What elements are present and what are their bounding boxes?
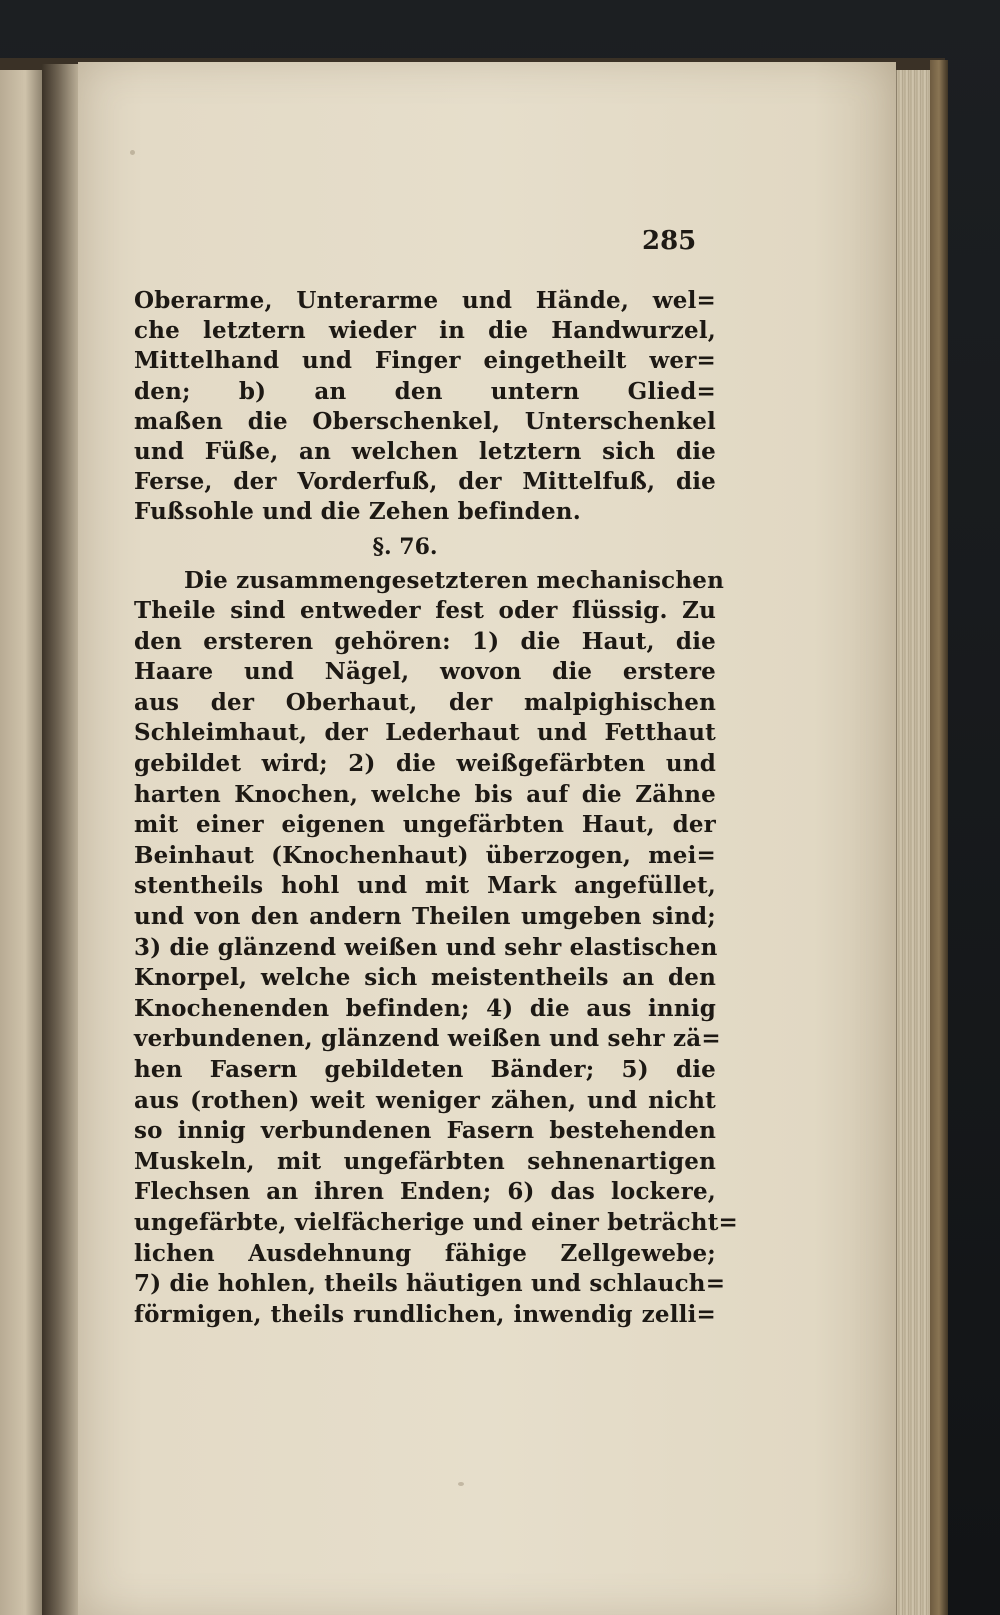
text-line: 3) die glänzend weißen und sehr elastischen [134, 933, 718, 961]
text-line: den; b) an den untern Glied= [134, 377, 716, 405]
text-line: den ersteren gehören: 1) die Haut, die [134, 627, 716, 655]
text-line: und Füße, an welchen letztern sich die [134, 437, 716, 465]
text-line: harten Knochen, welche bis auf die Zähne [134, 780, 716, 808]
text-line: che letztern wieder in die Handwurzel, [134, 317, 716, 345]
page-number: 285 [642, 226, 697, 256]
text-line: ungefärbte, vielfächerige und einer beträcht= [134, 1208, 739, 1236]
text-line: Haare und Nägel, wovon die erstere [134, 658, 716, 686]
text-line: Knochenenden befinden; 4) die aus innig [134, 994, 716, 1022]
text-line: Schleimhaut, der Lederhaut und Fetthaut [134, 719, 716, 747]
book-gutter [42, 64, 78, 1615]
text-line: maßen die Oberschenkel, Unterschenkel [134, 407, 716, 435]
text-line: Flechsen an ihren Enden; 6) das lockere, [134, 1178, 716, 1206]
text-line: Mittelhand und Finger eingetheilt wer= [134, 347, 716, 375]
text-line: Beinhaut (Knochenhaut) überzogen, mei= [134, 841, 716, 869]
text-line: aus der Oberhaut, der malpighischen [134, 688, 716, 716]
text-line: hen Fasern gebildeten Bänder; 5) die [134, 1056, 716, 1083]
text-line: Knorpel, welche sich meistentheils an den [134, 964, 716, 992]
text-line: 7) die hohlen, theils häutigen und schlauch= [134, 1270, 726, 1298]
cover-edge [930, 60, 948, 1615]
text-line: verbundenen, glänzend weißen und sehr zä= [134, 1025, 721, 1053]
section-paragraph [134, 566, 739, 1331]
text-line: lichen Ausdehnung fähige Zellgewebe; [134, 1239, 716, 1267]
paper-fleck [458, 1482, 464, 1486]
left-page-edge [0, 70, 44, 1615]
text-line: gebildet wird; 2) die weißgefärbten und [134, 750, 716, 778]
text-line: Muskeln, mit ungefärbten sehnenartigen [134, 1147, 716, 1175]
text-line: so innig verbundenen Fasern bestehenden [134, 1117, 716, 1145]
text-line: förmigen, theils rundlichen, inwendig zelli= [134, 1300, 716, 1328]
continued-paragraph [134, 286, 716, 528]
text-line: stentheils hohl und mit Mark angefüllet, [134, 872, 716, 900]
text-line: Theile sind entweder fest oder flüssig. Zu [134, 597, 716, 625]
text-line: und von den andern Theilen umgeben sind; [134, 903, 716, 931]
text-line: Oberarme, Unterarme und Hände, wel= [134, 287, 716, 314]
section-heading: §. 76. [372, 533, 438, 560]
page-text [134, 286, 739, 1330]
paper-fleck [130, 150, 135, 155]
text-line: Die zusammengesetzteren mechanischen [184, 566, 724, 594]
text-line: aus (rothen) weit weniger zähen, und nicht [134, 1086, 716, 1114]
text-line: mit einer eigenen ungefärbten Haut, der [134, 811, 716, 839]
text-line: Ferse, der Vorderfuß, der Mittelfuß, die [134, 468, 716, 496]
text-line: Fußsohle und die Zehen befinden. [134, 498, 581, 526]
